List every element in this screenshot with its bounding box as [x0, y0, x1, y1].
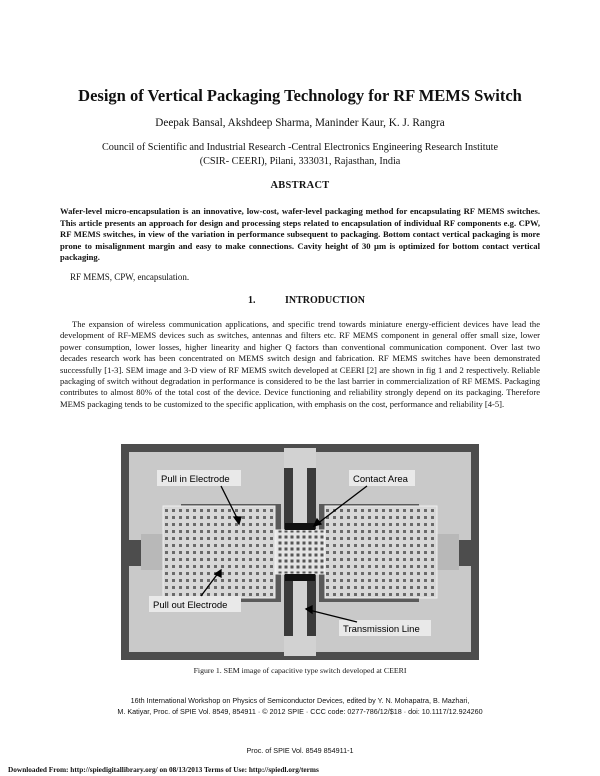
label-transmission-line: Transmission Line — [343, 624, 420, 635]
affiliation-line-1: Council of Scientific and Industrial Research -Central Electronics Engineering Research Institute — [101, 142, 499, 153]
footer-line-2: M. Katiyar, Proc. of SPIE Vol. 8549, 854911 · © 2012 SPIE · CCC code: 0277-786/12/$18 · doi: 10.1117/12.924260 — [117, 707, 483, 716]
keywords: RF MEMS, CPW, encapsulation. — [70, 272, 190, 282]
abstract-heading: ABSTRACT — [270, 180, 330, 191]
download-notice: Downloaded From: http://spiedigitallibrary.org/ on 08/13/2013 Terms of Use: http://spiedl.org/terms — [8, 765, 319, 774]
section-number: 1. — [248, 295, 256, 306]
introduction-paragraph — [60, 319, 540, 410]
paper-title: Design of Vertical Packaging Technology for RF MEMS Switch — [78, 86, 522, 105]
label-pull-out-electrode: Pull out Electrode — [153, 600, 228, 611]
abstract-text: Wafer-level micro-encapsulation is an innovative, low-cost, wafer-level packaging method for encapsulating RF MEMS switches. This article presents an approach for design and processing steps related to encapsulation of individual RF components e.g. CPW, RF MEMS switches, in view of the variation in performance subsequent to packaging. Bottom contact vertical packaging is more prone to misalignment margin and easy to make connections. Cavity height of 30 µm is optimized for bottom contact vertical packaging. — [60, 206, 540, 263]
label-pull-in-electrode: Pull in Electrode — [161, 474, 230, 485]
sem-image — [121, 444, 479, 660]
footer-line-1: 16th International Workshop on Physics of Semiconductor Devices, edited by Y. N. Mohapatra, B. Mazhari, — [130, 696, 470, 705]
sem-figure — [121, 444, 479, 660]
author-list: Deepak Bansal, Akshdeep Sharma, Maninder Kaur, K. J. Rangra — [155, 117, 445, 129]
section-title: INTRODUCTION — [285, 295, 366, 306]
introduction-text: The expansion of wireless communication applications, and specific trend towards miniature energy-efficient devices have lead the development of RF-MEMS devices such as switches, antennas and filters etc. RF MEMS component in general offer small size, lower power consumption, lower losses, higher linearity and higher Q factors than conventional communication component. Over last two decades research work has been concentrated on MEMS switch design and fabrication. RF MEMS switches have been demonstrated successfully [1-3]. SEM image and 3-D view of RF MEMS switch developed at CEERI [2] are shown in fig 1 and 2 respectively. Reliable packaging of switch without degradation in performance is considered to be the last barrier in commercialization of RF MEMS. Packaging contributes to almost 80% of the total cost of the device. Device functioning and reliability strongly depend on its packaging. Therefore MEMS packaging tends to be customized to the specific application, with emphasis on the cost, performance and reliability [4-5]. — [60, 319, 540, 409]
figure-caption: Figure 1. SEM image of capacitive type switch developed at CEERI — [193, 666, 407, 675]
label-contact-area: Contact Area — [353, 474, 408, 485]
proceedings-page-id: Proc. of SPIE Vol. 8549 854911-1 — [246, 746, 354, 755]
affiliation-line-2: (CSIR- CEERI), Pilani, 333031, Rajasthan, India — [199, 156, 401, 167]
